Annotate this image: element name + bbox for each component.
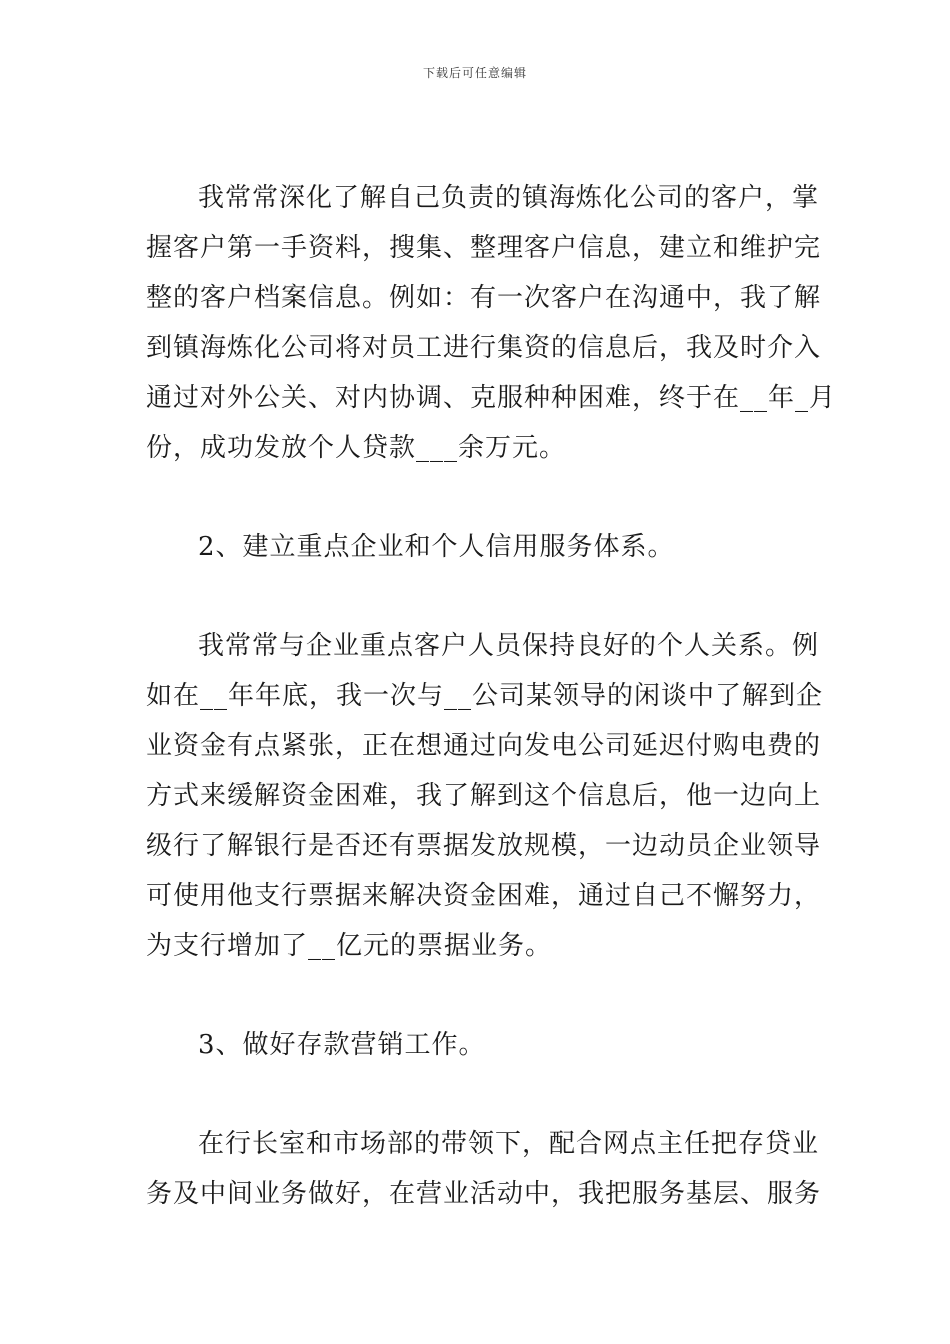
paragraph-line: 我常常与企业重点客户人员保持良好的个人关系。例: [198, 631, 820, 661]
page-header: 下载后可任意编辑: [422, 66, 527, 80]
paragraph-line: 为支行增加了__亿元的票据业务。: [146, 931, 553, 961]
paragraph-line: 在行长室和市场部的带领下，配合网点主任把存贷业: [198, 1129, 820, 1159]
paragraph-line: 到镇海炼化公司将对员工进行集资的信息后，我及时介入: [146, 333, 822, 363]
section-heading: 2、建立重点企业和个人信用服务体系。: [198, 532, 675, 562]
section-heading: 3、做好存款营销工作。: [198, 1030, 486, 1060]
paragraph-line: 如在__年年底，我一次与__公司某领导的闲谈中了解到企: [146, 681, 824, 711]
paragraph-line: 务及中间业务做好，在营业活动中，我把服务基层、服务: [146, 1179, 822, 1209]
paragraph-line: 我常常深化了解自己负责的镇海炼化公司的客户，掌: [198, 183, 820, 213]
paragraph-line: 级行了解银行是否还有票据发放规模，一边动员企业领导: [146, 831, 822, 861]
paragraph-line: 整的客户档案信息。例如：有一次客户在沟通中，我了解: [146, 283, 822, 313]
paragraph-line: 业资金有点紧张，正在想通过向发电公司延迟付购电费的: [146, 731, 822, 761]
paragraph-line: 方式来缓解资金困难，我了解到这个信息后，他一边向上: [146, 781, 822, 811]
paragraph-line: 握客户第一手资料，搜集、整理客户信息，建立和维护完: [146, 233, 822, 263]
paragraph-line: 份，成功发放个人贷款___余万元。: [146, 433, 567, 463]
paragraph-line: 可使用他支行票据来解决资金困难，通过自己不懈努力，: [146, 881, 822, 911]
paragraph-line: 通过对外公关、对内协调、克服种种困难，终于在__年_月: [146, 383, 837, 413]
